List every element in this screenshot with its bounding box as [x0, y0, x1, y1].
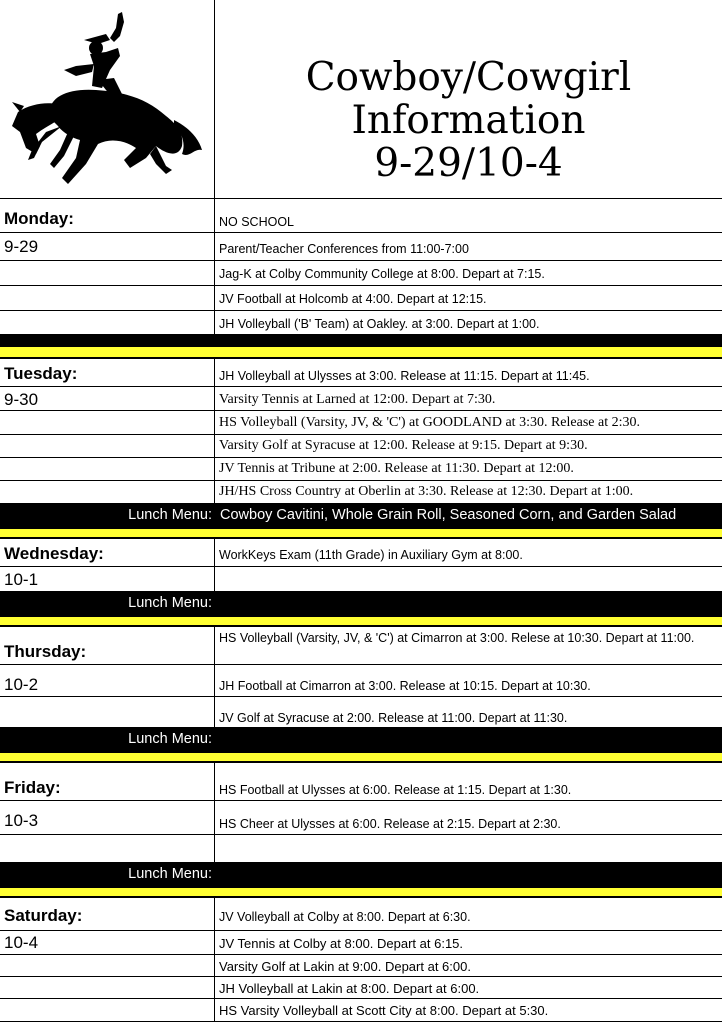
lunch-menu-label: Lunch Menu: [128, 866, 212, 882]
day-label: Saturday: [4, 906, 83, 925]
lunch-menu-label: Lunch Menu: [128, 595, 212, 611]
event-text: Parent/Teacher Conferences from 11:00-7:00 [219, 242, 469, 256]
saturday-row-4 [0, 976, 722, 998]
friday-row-2 [0, 800, 722, 834]
title-line-1: Cowboy/Cowgirl [305, 55, 632, 100]
event-text: Varsity Golf at Syracuse at 12:00. Release at 9:15. Depart at 9:30. [219, 438, 588, 453]
lunch-menu-text: Cowboy Cavitini, Whole Grain Roll, Seasoned Corn, and Garden Salad [220, 507, 677, 523]
event-text: Varsity Tennis at Larned at 12:00. Depart at 7:30. [219, 392, 496, 407]
date-label: 10-3 [4, 811, 39, 830]
monday-row-3 [0, 260, 722, 285]
lunch-bar-friday [0, 862, 722, 887]
friday-row-3 [0, 834, 722, 862]
event-text: JH Volleyball ('B' Team) at Oakley. at 3:00. Depart at 1:00. [219, 317, 540, 331]
yellow-divider [0, 887, 722, 897]
monday-row-1 [0, 198, 722, 232]
yellow-divider [0, 752, 722, 762]
event-text: JH Volleyball at Ulysses at 3:00. Release at 11:15. Depart at 11:45. [219, 369, 590, 383]
saturday-row-2 [0, 930, 722, 954]
thursday-row-2 [0, 664, 722, 696]
saturday-row-3 [0, 954, 722, 976]
event-text: HS Volleyball (Varsity, JV, & 'C') at Cimarron at 3:00. Relese at 10:30. Depart at 11:00. [219, 631, 695, 645]
tuesday-row-1 [0, 358, 722, 386]
tuesday-row-6 [0, 480, 722, 503]
event-text: Varsity Golf at Lakin at 9:00. Depart at 6:00. [219, 959, 471, 974]
event-text: Jag-K at Colby Community College at 8:00. Depart at 7:15. [219, 267, 545, 281]
event-text: JH/HS Cross Country at Oberlin at 3:30. Release at 12:30. Depart at 1:00. [219, 484, 634, 499]
date-label: 10-2 [4, 675, 39, 694]
day-label: Friday: [4, 778, 61, 797]
bronc-rider-icon [6, 8, 206, 188]
title-line-3: 9-29/10-4 [374, 141, 563, 186]
lunch-bar-thursday [0, 727, 722, 752]
monday-row-2 [0, 232, 722, 260]
date-label: 10-1 [4, 570, 39, 589]
day-label: Monday: [4, 209, 74, 228]
event-text: JH Volleyball at Lakin at 8:00. Depart at 6:00. [219, 981, 480, 996]
event-text: HS Volleyball (Varsity, JV, & 'C') at GOODLAND at 3:30. Release at 2:30. [219, 415, 640, 430]
event-text: NO SCHOOL [219, 215, 295, 229]
day-label: Wednesday: [4, 544, 104, 563]
monday-row-4 [0, 285, 722, 310]
tuesday-row-5 [0, 457, 722, 480]
event-text: JV Tennis at Colby at 8:00. Depart at 6:15. [219, 936, 464, 951]
lunch-bar-wednesday [0, 591, 722, 616]
lunch-bar-tuesday [0, 503, 722, 528]
date-label: 9-29 [4, 237, 39, 256]
page-title [215, 56, 722, 185]
day-label: Tuesday: [4, 364, 78, 383]
date-label: 9-30 [4, 390, 39, 409]
event-text: HS Varsity Volleyball at Scott City at 8:00. Depart at 5:30. [219, 1003, 549, 1018]
event-text: WorkKeys Exam (11th Grade) in Auxiliary Gym at 8:00. [219, 548, 523, 562]
event-text: JV Football at Holcomb at 4:00. Depart at 12:15. [219, 292, 487, 306]
day-label: Thursday: [4, 642, 87, 661]
event-text: JV Tennis at Tribune at 2:00. Release at 11:30. Depart at 12:00. [219, 461, 574, 476]
friday-row-1 [0, 762, 722, 800]
wednesday-row-2 [0, 566, 722, 591]
tuesday-row-2 [0, 386, 722, 410]
event-text: JH Football at Cimarron at 3:00. Release at 10:15. Depart at 10:30. [219, 679, 591, 693]
saturday-row-5 [0, 998, 722, 1022]
wednesday-row-1 [0, 538, 722, 566]
yellow-divider [0, 528, 722, 538]
monday-row-5 [0, 310, 722, 334]
event-text: JV Volleyball at Colby at 8:00. Depart at 6:30. [219, 910, 471, 924]
divider-bar [0, 334, 722, 346]
tuesday-row-4 [0, 434, 722, 457]
yellow-divider [0, 346, 722, 358]
thursday-row-1 [0, 626, 722, 664]
lunch-menu-label: Lunch Menu: [128, 507, 212, 523]
event-text: JV Golf at Syracuse at 2:00. Release at 11:00. Depart at 11:30. [219, 711, 568, 725]
saturday-row-1 [0, 897, 722, 930]
event-text: HS Football at Ulysses at 6:00. Release at 1:15. Depart at 1:30. [219, 783, 572, 797]
tuesday-row-3 [0, 410, 722, 434]
event-text: HS Cheer at Ulysses at 6:00. Release at 2:15. Depart at 2:30. [219, 817, 561, 831]
title-line-2: Information [351, 98, 586, 143]
yellow-divider [0, 616, 722, 626]
title-cell [215, 0, 722, 198]
lunch-menu-label: Lunch Menu: [128, 731, 212, 747]
header [0, 0, 722, 198]
date-label: 10-4 [4, 933, 39, 952]
thursday-row-3 [0, 696, 722, 727]
logo-cell [0, 0, 215, 198]
